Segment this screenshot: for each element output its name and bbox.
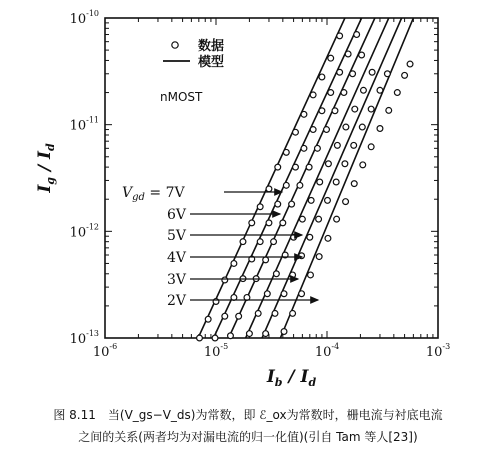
data-point — [306, 164, 312, 170]
data-point — [308, 197, 314, 203]
model-line-3V — [262, 18, 402, 338]
x-tick-label: $10^{-5}$ — [203, 342, 229, 360]
data-point — [257, 239, 263, 245]
data-point — [343, 124, 349, 130]
data-point — [337, 69, 343, 75]
data-point — [308, 272, 314, 278]
data-point — [319, 74, 325, 80]
data-point — [319, 108, 325, 114]
data-point — [293, 164, 299, 170]
device-annotation: nMOST — [160, 90, 203, 104]
data-point — [264, 291, 270, 297]
data-point — [316, 254, 322, 260]
x-tick-label: $10^{-4}$ — [314, 342, 340, 360]
data-point — [263, 331, 269, 337]
data-point — [301, 145, 307, 151]
data-point — [354, 32, 360, 38]
data-point — [394, 90, 400, 96]
data-point — [299, 216, 305, 222]
data-point — [384, 71, 390, 77]
data-point — [275, 201, 281, 207]
data-point — [325, 235, 331, 241]
x-axis-label: $I_b / I_d$ — [266, 367, 317, 389]
data-point — [377, 87, 383, 93]
data-point — [249, 220, 255, 226]
legend-label-model: 模型 — [198, 55, 225, 70]
y-tick-label: $10^{-13}$ — [69, 329, 99, 347]
vgd-label-4V: 4V — [167, 250, 187, 266]
data-point — [271, 239, 277, 245]
data-point — [386, 108, 392, 114]
data-point — [283, 149, 289, 155]
data-point — [297, 182, 303, 188]
data-point — [289, 201, 295, 207]
vgd-label-2V: 2V — [167, 293, 187, 309]
svg-text:Ig / Id: $I_g / I_d$ — [35, 143, 57, 193]
x-tick-label: $10^{-3}$ — [425, 342, 451, 360]
data-point — [334, 216, 340, 222]
data-point — [236, 313, 242, 319]
data-point — [333, 179, 339, 185]
data-point — [341, 90, 347, 96]
data-point — [359, 124, 365, 130]
data-point — [350, 71, 356, 77]
data-point — [212, 335, 218, 341]
data-point — [263, 257, 269, 263]
vgd-label-3V: 3V — [167, 272, 187, 288]
data-point — [197, 335, 203, 341]
vgd-label-5V: 5V — [167, 228, 187, 244]
model-line-4V — [246, 18, 389, 338]
data-point — [351, 181, 357, 187]
data-point — [222, 277, 228, 283]
data-point — [334, 142, 340, 148]
data-point — [257, 204, 263, 210]
data-point — [255, 311, 261, 317]
data-point — [352, 106, 358, 112]
data-point — [307, 234, 313, 240]
data-point — [315, 145, 321, 151]
data-point — [240, 239, 246, 245]
legend-label-data: 数据 — [198, 39, 225, 54]
model-line-6V — [214, 18, 362, 338]
y-tick-label: $10^{-10}$ — [69, 9, 99, 27]
data-point — [290, 311, 296, 317]
data-point — [369, 69, 375, 75]
legend-marker-data — [172, 42, 178, 48]
figure-caption-line-2: 之间的关系(两者均为对漏电流的归一化值)(引自 Tam 等人[23]) — [78, 430, 418, 444]
data-point — [273, 271, 279, 277]
data-point — [228, 333, 234, 339]
data-point — [266, 186, 272, 192]
data-point — [351, 142, 357, 148]
y-tick-label: $10^{-12}$ — [69, 222, 99, 241]
data-point — [299, 253, 305, 259]
figure-caption-line-1: 图 8.11 当(V_gs−V_ds)为常数，即 ℰ_ox为常数时，栅电流与衬底电流 — [53, 408, 443, 422]
data-point — [328, 55, 334, 61]
model-line-5V — [229, 18, 375, 338]
data-point — [283, 182, 289, 188]
data-point — [301, 111, 307, 117]
data-point — [310, 92, 316, 98]
y-tick-label: $10^{-11}$ — [69, 115, 99, 134]
data-point — [345, 51, 351, 57]
data-point — [326, 161, 332, 167]
data-point — [299, 291, 305, 297]
data-point — [272, 311, 278, 317]
model-line-2V — [280, 18, 413, 338]
data-point — [290, 272, 296, 278]
data-point — [247, 331, 253, 337]
data-point — [325, 197, 331, 203]
data-point — [377, 126, 383, 132]
data-point — [332, 108, 338, 114]
data-point — [368, 144, 374, 150]
data-point — [280, 220, 286, 226]
vgd-label-6V: 6V — [167, 207, 187, 223]
data-point — [310, 127, 316, 133]
data-point — [275, 164, 281, 170]
x-tick-label: $10^{-6}$ — [92, 342, 118, 360]
data-point — [360, 162, 366, 168]
vgd-label-7V: $V_{gd} = 7V$ — [122, 185, 185, 203]
data-point — [368, 106, 374, 112]
data-point — [343, 199, 349, 205]
data-point — [281, 329, 287, 335]
data-point — [359, 52, 365, 58]
data-point — [337, 33, 343, 39]
data-point — [342, 161, 348, 167]
data-point — [205, 316, 211, 322]
y-axis-label — [35, 143, 57, 194]
data-point — [231, 261, 237, 267]
data-point — [222, 313, 228, 319]
data-point — [328, 90, 334, 96]
data-point — [293, 129, 299, 135]
data-point — [281, 291, 287, 297]
data-point — [317, 179, 323, 185]
data-point — [402, 72, 408, 78]
data-point — [324, 127, 330, 133]
data-point — [361, 87, 367, 93]
data-point — [316, 216, 322, 222]
data-point — [266, 220, 272, 226]
data-point — [407, 61, 413, 67]
